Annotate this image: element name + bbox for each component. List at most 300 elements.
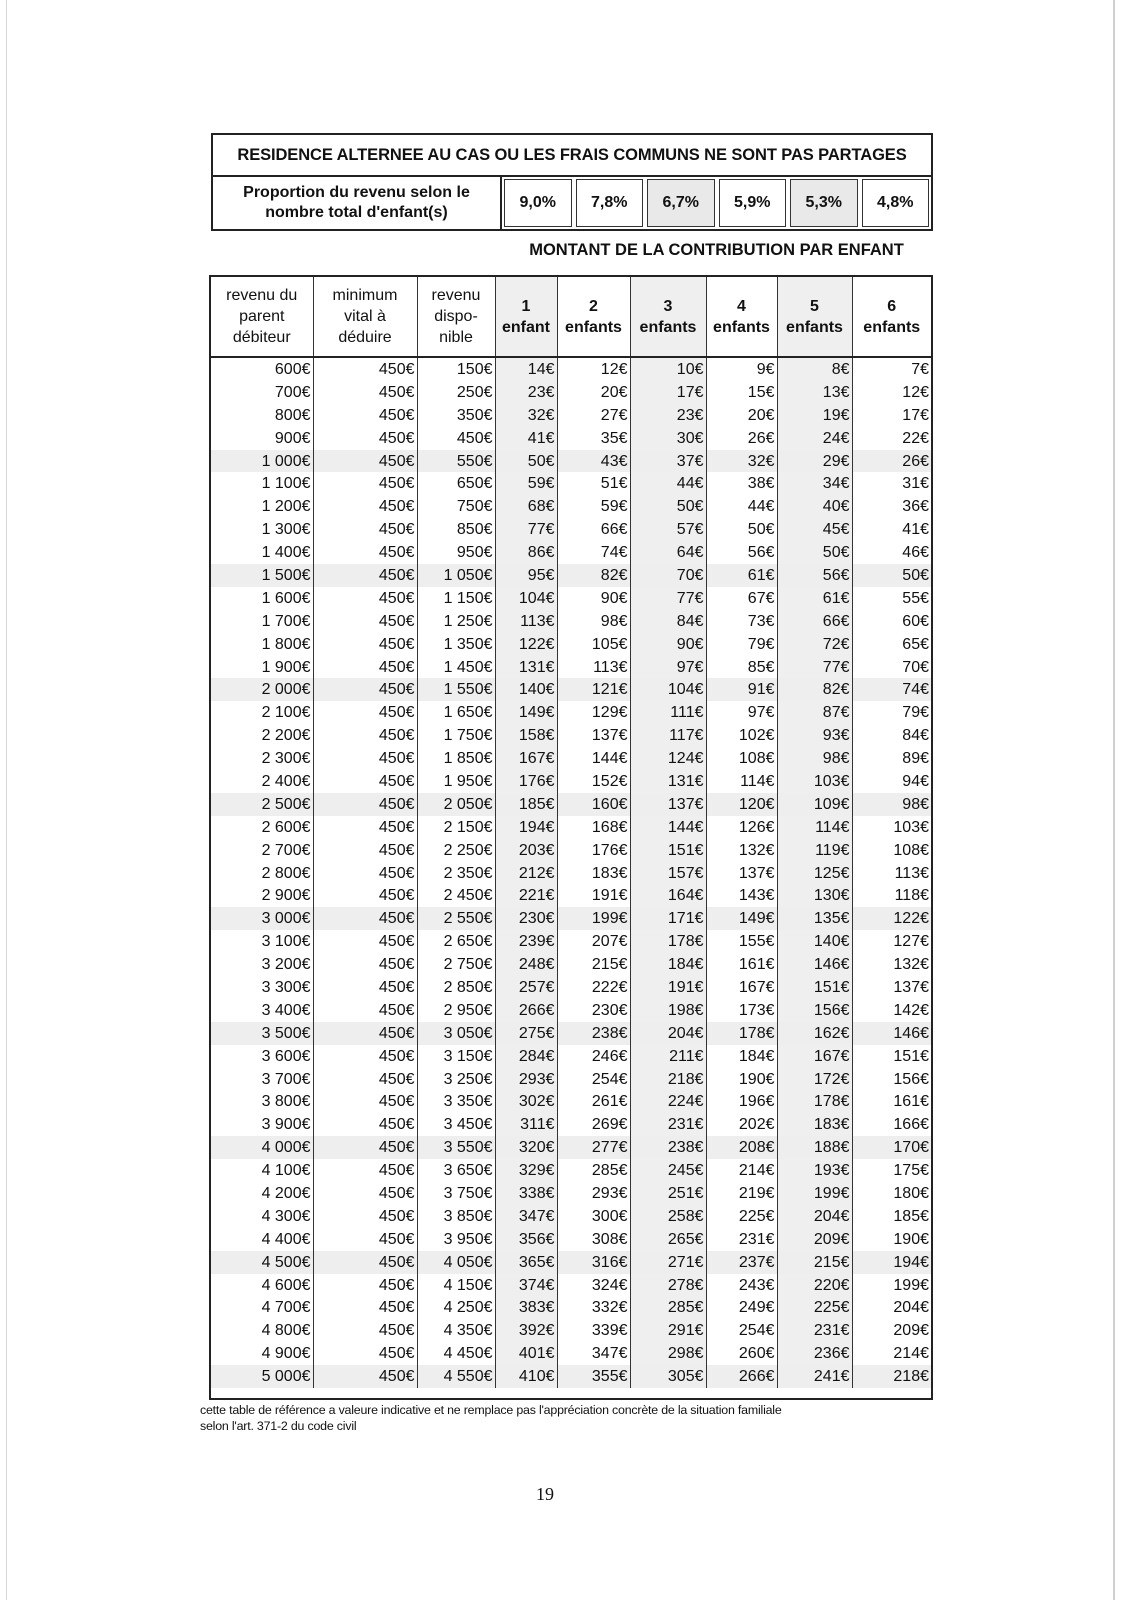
table-cell: 98€ bbox=[557, 610, 630, 633]
table-cell: 64€ bbox=[630, 541, 706, 564]
table-cell: 246€ bbox=[557, 1045, 630, 1068]
table-cell: 2 550€ bbox=[417, 907, 495, 930]
table-cell: 60€ bbox=[902, 612, 929, 630]
table-cell: 155€ bbox=[706, 930, 777, 953]
table-cell: 356€ bbox=[495, 1228, 557, 1251]
column-header-line: enfant bbox=[502, 318, 550, 336]
table-cell: 3 650€ bbox=[417, 1159, 495, 1182]
table-cell: 2 300€ bbox=[211, 747, 313, 770]
table-cell: 700€ bbox=[211, 381, 313, 404]
table-cell: 450€ bbox=[313, 1068, 417, 1091]
table-cell: 2 400€ bbox=[211, 770, 313, 793]
table-cell: 209€ bbox=[777, 1228, 852, 1251]
table-cell: 61€ bbox=[706, 564, 777, 587]
table-cell: 285€ bbox=[630, 1297, 706, 1320]
column-header-line: 1 bbox=[521, 297, 531, 315]
table-cell: 1 500€ bbox=[211, 564, 313, 587]
table-row bbox=[211, 1319, 931, 1342]
table-cell: 105€ bbox=[557, 633, 630, 656]
table-row bbox=[211, 633, 931, 656]
table-cell: 1 900€ bbox=[211, 656, 313, 679]
proportion-value-1: 9,0% bbox=[504, 179, 572, 227]
table-row bbox=[211, 907, 931, 930]
table-cell: 27€ bbox=[557, 404, 630, 427]
table-cell: 167€ bbox=[495, 747, 557, 770]
table-cell: 137€ bbox=[557, 724, 630, 747]
table-row bbox=[211, 564, 931, 587]
table-cell: 4 600€ bbox=[211, 1274, 313, 1297]
table-cell: 3 950€ bbox=[417, 1228, 495, 1251]
table-cell: 450€ bbox=[313, 793, 417, 816]
table-cell: 950€ bbox=[417, 541, 495, 564]
table-row bbox=[211, 610, 931, 633]
table-cell: 12€ bbox=[902, 383, 929, 401]
table-cell: 311€ bbox=[495, 1113, 557, 1136]
table-cell: 208€ bbox=[706, 1136, 777, 1159]
table-cell: 2 100€ bbox=[211, 701, 313, 724]
table-cell: 211€ bbox=[630, 1045, 706, 1068]
table-cell: 257€ bbox=[495, 976, 557, 999]
table-cell: 132€ bbox=[706, 839, 777, 862]
table-cell: 50€ bbox=[630, 495, 706, 518]
table-cell: 151€ bbox=[893, 1047, 929, 1065]
table-cell: 1 150€ bbox=[417, 587, 495, 610]
table-cell: 3 050€ bbox=[417, 1022, 495, 1045]
table-cell: 55€ bbox=[902, 589, 929, 607]
table-cell: 103€ bbox=[893, 818, 929, 836]
table-cell: 450€ bbox=[313, 450, 417, 473]
table-cell: 275€ bbox=[495, 1022, 557, 1045]
table-cell: 2 850€ bbox=[417, 976, 495, 999]
table-cell: 3 700€ bbox=[211, 1068, 313, 1091]
page-number: 19 bbox=[536, 1484, 554, 1504]
table-cell: 167€ bbox=[777, 1045, 852, 1068]
table-cell: 108€ bbox=[706, 747, 777, 770]
table-cell: 135€ bbox=[777, 907, 852, 930]
table-cell: 1 800€ bbox=[211, 633, 313, 656]
table-cell: 34€ bbox=[777, 472, 852, 495]
proportion-label-line: nombre total d'enfant(s) bbox=[265, 204, 448, 221]
table-cell: 118€ bbox=[894, 887, 929, 905]
table-cell: 1 700€ bbox=[211, 610, 313, 633]
table-cell: 79€ bbox=[706, 633, 777, 656]
table-cell: 72€ bbox=[777, 633, 852, 656]
table-row bbox=[211, 770, 931, 793]
table-cell: 212€ bbox=[495, 862, 557, 885]
table-row bbox=[211, 1297, 931, 1320]
table-cell: 450€ bbox=[313, 1022, 417, 1045]
table-cell: 237€ bbox=[706, 1251, 777, 1274]
table-row bbox=[211, 1091, 931, 1114]
table-cell: 122€ bbox=[852, 907, 931, 930]
table-cell: 302€ bbox=[495, 1091, 557, 1114]
table-row bbox=[211, 472, 931, 495]
table-cell: 254€ bbox=[706, 1319, 777, 1342]
table-cell: 108€ bbox=[893, 841, 929, 859]
table-cell: 2 200€ bbox=[211, 724, 313, 747]
table-row bbox=[211, 1228, 931, 1251]
column-header-line: revenu du bbox=[226, 287, 298, 304]
table-cell: 1 200€ bbox=[211, 495, 313, 518]
table-cell: 199€ bbox=[557, 907, 630, 930]
table-cell: 374€ bbox=[495, 1274, 557, 1297]
table-cell: 450€ bbox=[313, 1365, 417, 1388]
table-cell: 1 600€ bbox=[211, 587, 313, 610]
table-cell: 3 850€ bbox=[417, 1205, 495, 1228]
table-cell: 450€ bbox=[313, 770, 417, 793]
table-cell: 1 550€ bbox=[417, 678, 495, 701]
table-cell: 225€ bbox=[706, 1205, 777, 1228]
table-cell: 122€ bbox=[495, 633, 557, 656]
table-cell: 29€ bbox=[777, 450, 852, 473]
table-cell: 305€ bbox=[630, 1365, 706, 1388]
table-cell: 43€ bbox=[557, 450, 630, 473]
table-cell: 95€ bbox=[495, 564, 557, 587]
table-cell: 251€ bbox=[630, 1182, 706, 1205]
table-cell: 450€ bbox=[313, 884, 417, 907]
proportion-value-3: 6,7% bbox=[647, 179, 715, 227]
table-cell: 184€ bbox=[706, 1045, 777, 1068]
table-cell: 13€ bbox=[777, 381, 852, 404]
table-cell: 450€ bbox=[313, 1274, 417, 1297]
table-cell: 450€ bbox=[313, 1251, 417, 1274]
table-cell: 450€ bbox=[313, 976, 417, 999]
table-cell: 10€ bbox=[630, 357, 706, 381]
table-row bbox=[211, 724, 931, 747]
table-row bbox=[211, 999, 931, 1022]
table-cell: 79€ bbox=[902, 704, 929, 722]
table-cell: 2 600€ bbox=[211, 816, 313, 839]
table-cell: 38€ bbox=[706, 472, 777, 495]
table-cell: 199€ bbox=[777, 1182, 852, 1205]
column-header-7 bbox=[706, 277, 777, 357]
table-cell: 450€ bbox=[313, 656, 417, 679]
column-header-8 bbox=[777, 277, 852, 357]
column-header-line: déduire bbox=[338, 329, 392, 346]
table-cell: 90€ bbox=[630, 633, 706, 656]
table-cell: 93€ bbox=[777, 724, 852, 747]
table-cell: 392€ bbox=[495, 1319, 557, 1342]
column-header-line: enfants bbox=[639, 318, 697, 336]
table-row bbox=[211, 747, 931, 770]
table-cell: 4 200€ bbox=[211, 1182, 313, 1205]
table-cell: 3 200€ bbox=[211, 953, 313, 976]
table-row bbox=[211, 381, 931, 404]
table-cell: 164€ bbox=[630, 884, 706, 907]
table-cell: 4 400€ bbox=[211, 1228, 313, 1251]
table-cell: 70€ bbox=[630, 564, 706, 587]
column-header-line: 3 bbox=[663, 297, 673, 315]
table-cell: 98€ bbox=[777, 747, 852, 770]
table-cell: 127€ bbox=[893, 933, 929, 951]
table-cell: 70€ bbox=[902, 658, 929, 676]
table-cell: 450€ bbox=[313, 587, 417, 610]
table-cell: 220€ bbox=[777, 1274, 852, 1297]
table-cell: 137€ bbox=[630, 793, 706, 816]
table-cell: 36€ bbox=[902, 498, 929, 516]
table-cell: 156€ bbox=[893, 1070, 929, 1088]
table-cell: 271€ bbox=[630, 1251, 706, 1274]
table-cell: 3 800€ bbox=[211, 1091, 313, 1114]
table-cell: 329€ bbox=[495, 1159, 557, 1182]
table-cell: 178€ bbox=[630, 930, 706, 953]
table-cell: 84€ bbox=[902, 727, 929, 745]
table-cell: 185€ bbox=[893, 1207, 929, 1225]
table-cell: 140€ bbox=[777, 930, 852, 953]
table-cell: 97€ bbox=[706, 701, 777, 724]
table-cell: 450€ bbox=[313, 472, 417, 495]
footnote-line: selon l'art. 371-2 du code civil bbox=[200, 1419, 357, 1433]
table-cell: 1 350€ bbox=[417, 633, 495, 656]
table-cell: 450€ bbox=[313, 1113, 417, 1136]
table-cell: 129€ bbox=[557, 701, 630, 724]
table-cell: 20€ bbox=[706, 404, 777, 427]
table-cell: 119€ bbox=[777, 839, 852, 862]
table-cell: 24€ bbox=[777, 427, 852, 450]
table-cell: 284€ bbox=[495, 1045, 557, 1068]
table-cell: 196€ bbox=[706, 1091, 777, 1114]
table-cell: 320€ bbox=[495, 1136, 557, 1159]
table-cell: 277€ bbox=[557, 1136, 630, 1159]
table-cell: 68€ bbox=[495, 495, 557, 518]
table-cell: 23€ bbox=[630, 404, 706, 427]
table-cell: 132€ bbox=[893, 956, 929, 974]
table-cell: 308€ bbox=[557, 1228, 630, 1251]
table-cell: 114€ bbox=[777, 816, 852, 839]
table-cell: 168€ bbox=[557, 816, 630, 839]
table-cell: 66€ bbox=[557, 518, 630, 541]
table-cell: 32€ bbox=[495, 404, 557, 427]
table-cell: 800€ bbox=[211, 404, 313, 427]
table-cell: 3 250€ bbox=[417, 1068, 495, 1091]
table-cell: 850€ bbox=[417, 518, 495, 541]
table-cell: 225€ bbox=[777, 1297, 852, 1320]
table-cell: 265€ bbox=[630, 1228, 706, 1251]
proportion-value-6: 4,8% bbox=[862, 179, 930, 227]
table-cell: 74€ bbox=[852, 678, 931, 701]
table-cell: 142€ bbox=[893, 1001, 929, 1019]
column-header-3 bbox=[417, 277, 495, 357]
table-cell: 77€ bbox=[630, 587, 706, 610]
table-cell: 248€ bbox=[495, 953, 557, 976]
table-cell: 17€ bbox=[630, 381, 706, 404]
table-row bbox=[211, 678, 931, 701]
table-cell: 74€ bbox=[557, 541, 630, 564]
table-cell: 3 400€ bbox=[211, 999, 313, 1022]
table-cell: 2 450€ bbox=[417, 884, 495, 907]
table-cell: 900€ bbox=[211, 427, 313, 450]
table-cell: 1 450€ bbox=[417, 656, 495, 679]
table-row bbox=[211, 1251, 931, 1274]
table-cell: 249€ bbox=[706, 1297, 777, 1320]
table-cell: 350€ bbox=[417, 404, 495, 427]
table-cell: 298€ bbox=[630, 1342, 706, 1365]
table-cell: 7€ bbox=[911, 360, 929, 378]
table-cell: 125€ bbox=[777, 862, 852, 885]
table-cell: 450€ bbox=[313, 381, 417, 404]
table-cell: 37€ bbox=[630, 450, 706, 473]
table-cell: 450€ bbox=[313, 427, 417, 450]
table-cell: 175€ bbox=[893, 1162, 929, 1180]
table-cell: 4 100€ bbox=[211, 1159, 313, 1182]
table-title bbox=[211, 133, 933, 177]
table-cell: 4 900€ bbox=[211, 1342, 313, 1365]
table-cell: 1 400€ bbox=[211, 541, 313, 564]
table-cell: 158€ bbox=[495, 724, 557, 747]
table-cell: 91€ bbox=[706, 678, 777, 701]
column-header-line: vital à bbox=[344, 308, 386, 325]
table-cell: 4 450€ bbox=[417, 1342, 495, 1365]
table-cell: 90€ bbox=[557, 587, 630, 610]
table-cell: 450€ bbox=[313, 724, 417, 747]
table-cell: 332€ bbox=[557, 1297, 630, 1320]
table-cell: 9€ bbox=[706, 357, 777, 381]
table-cell: 77€ bbox=[495, 518, 557, 541]
table-cell: 5 000€ bbox=[211, 1365, 313, 1388]
column-header-line: enfants bbox=[863, 318, 921, 336]
table-cell: 215€ bbox=[777, 1251, 852, 1274]
table-cell: 30€ bbox=[630, 427, 706, 450]
table-cell: 202€ bbox=[706, 1113, 777, 1136]
table-cell: 450€ bbox=[313, 518, 417, 541]
table-cell: 4 700€ bbox=[211, 1297, 313, 1320]
table-cell: 204€ bbox=[630, 1022, 706, 1045]
table-cell: 172€ bbox=[777, 1068, 852, 1091]
table-cell: 178€ bbox=[706, 1022, 777, 1045]
table-row bbox=[211, 839, 931, 862]
table-row bbox=[211, 587, 931, 610]
table-cell: 203€ bbox=[495, 839, 557, 862]
table-cell: 117€ bbox=[630, 724, 706, 747]
table-cell: 130€ bbox=[777, 884, 852, 907]
table-cell: 151€ bbox=[630, 839, 706, 862]
table-cell: 2 500€ bbox=[211, 793, 313, 816]
column-header-line: 5 bbox=[810, 297, 819, 315]
table-cell: 224€ bbox=[630, 1091, 706, 1114]
table-cell: 450€ bbox=[313, 930, 417, 953]
table-cell: 94€ bbox=[902, 772, 929, 790]
column-header-line: nible bbox=[439, 329, 473, 346]
table-cell: 59€ bbox=[495, 472, 557, 495]
contribution-table bbox=[209, 275, 933, 1400]
table-row bbox=[211, 793, 931, 816]
table-cell: 238€ bbox=[557, 1022, 630, 1045]
table-cell: 160€ bbox=[557, 793, 630, 816]
table-cell: 293€ bbox=[495, 1068, 557, 1091]
column-header-line: débiteur bbox=[232, 329, 291, 346]
table-cell: 383€ bbox=[495, 1297, 557, 1320]
table-cell: 236€ bbox=[777, 1342, 852, 1365]
table-cell: 50€ bbox=[706, 518, 777, 541]
column-header-line: enfants bbox=[565, 318, 622, 336]
table-cell: 40€ bbox=[777, 495, 852, 518]
column-header-2 bbox=[313, 277, 417, 357]
table-row bbox=[211, 518, 931, 541]
table-cell: 2 150€ bbox=[417, 816, 495, 839]
table-cell: 113€ bbox=[557, 656, 630, 679]
table-cell: 171€ bbox=[630, 907, 706, 930]
table-cell: 170€ bbox=[852, 1136, 931, 1159]
table-cell: 222€ bbox=[557, 976, 630, 999]
table-cell: 260€ bbox=[706, 1342, 777, 1365]
table-cell: 162€ bbox=[777, 1022, 852, 1045]
table-cell: 124€ bbox=[630, 747, 706, 770]
table-cell: 87€ bbox=[777, 701, 852, 724]
table-cell: 230€ bbox=[557, 999, 630, 1022]
table-cell: 450€ bbox=[313, 357, 417, 381]
column-header-line: 4 bbox=[737, 297, 746, 315]
table-cell: 218€ bbox=[852, 1365, 931, 1388]
table-header-row bbox=[211, 277, 931, 357]
table-row bbox=[211, 1022, 931, 1045]
table-cell: 151€ bbox=[777, 976, 852, 999]
table-cell: 231€ bbox=[630, 1113, 706, 1136]
table-cell: 2 250€ bbox=[417, 839, 495, 862]
table-cell: 218€ bbox=[630, 1068, 706, 1091]
table-cell: 190€ bbox=[706, 1068, 777, 1091]
table-cell: 2 750€ bbox=[417, 953, 495, 976]
table-row bbox=[211, 1365, 931, 1388]
table-cell: 82€ bbox=[557, 564, 630, 587]
table-cell: 31€ bbox=[902, 475, 929, 493]
table-cell: 450€ bbox=[313, 701, 417, 724]
footnote bbox=[200, 1402, 940, 1434]
table-cell: 550€ bbox=[417, 450, 495, 473]
table-cell: 8€ bbox=[777, 357, 852, 381]
table-cell: 111€ bbox=[630, 701, 706, 724]
table-cell: 166€ bbox=[893, 1116, 929, 1134]
table-cell: 219€ bbox=[706, 1182, 777, 1205]
table-cell: 450€ bbox=[313, 907, 417, 930]
table-cell: 324€ bbox=[557, 1274, 630, 1297]
table-cell: 121€ bbox=[557, 678, 630, 701]
table-cell: 450€ bbox=[313, 1342, 417, 1365]
table-cell: 3 500€ bbox=[211, 1022, 313, 1045]
table-cell: 146€ bbox=[777, 953, 852, 976]
table-cell: 4 050€ bbox=[417, 1251, 495, 1274]
table-cell: 204€ bbox=[777, 1205, 852, 1228]
table-cell: 450€ bbox=[313, 953, 417, 976]
table-cell: 32€ bbox=[706, 450, 777, 473]
table-cell: 149€ bbox=[495, 701, 557, 724]
table-row bbox=[211, 427, 931, 450]
table-cell: 44€ bbox=[706, 495, 777, 518]
table-cell: 450€ bbox=[313, 564, 417, 587]
table-cell: 215€ bbox=[557, 953, 630, 976]
table-cell: 450€ bbox=[313, 495, 417, 518]
table-cell: 221€ bbox=[495, 884, 557, 907]
table-cell: 61€ bbox=[777, 587, 852, 610]
table-cell: 750€ bbox=[417, 495, 495, 518]
table-cell: 316€ bbox=[557, 1251, 630, 1274]
table-cell: 1 750€ bbox=[417, 724, 495, 747]
table-cell: 126€ bbox=[706, 816, 777, 839]
table-cell: 109€ bbox=[777, 793, 852, 816]
table-cell: 46€ bbox=[902, 544, 929, 562]
table-cell: 338€ bbox=[495, 1182, 557, 1205]
table-cell: 450€ bbox=[313, 1091, 417, 1114]
table-cell: 238€ bbox=[630, 1136, 706, 1159]
table-row bbox=[211, 930, 931, 953]
column-header-9 bbox=[852, 277, 931, 357]
table-cell: 231€ bbox=[706, 1228, 777, 1251]
table-cell: 44€ bbox=[630, 472, 706, 495]
table-cell: 450€ bbox=[313, 1205, 417, 1228]
table-cell: 191€ bbox=[630, 976, 706, 999]
table-cell: 185€ bbox=[495, 793, 557, 816]
table-cell: 450€ bbox=[313, 633, 417, 656]
table-cell: 3 100€ bbox=[211, 930, 313, 953]
